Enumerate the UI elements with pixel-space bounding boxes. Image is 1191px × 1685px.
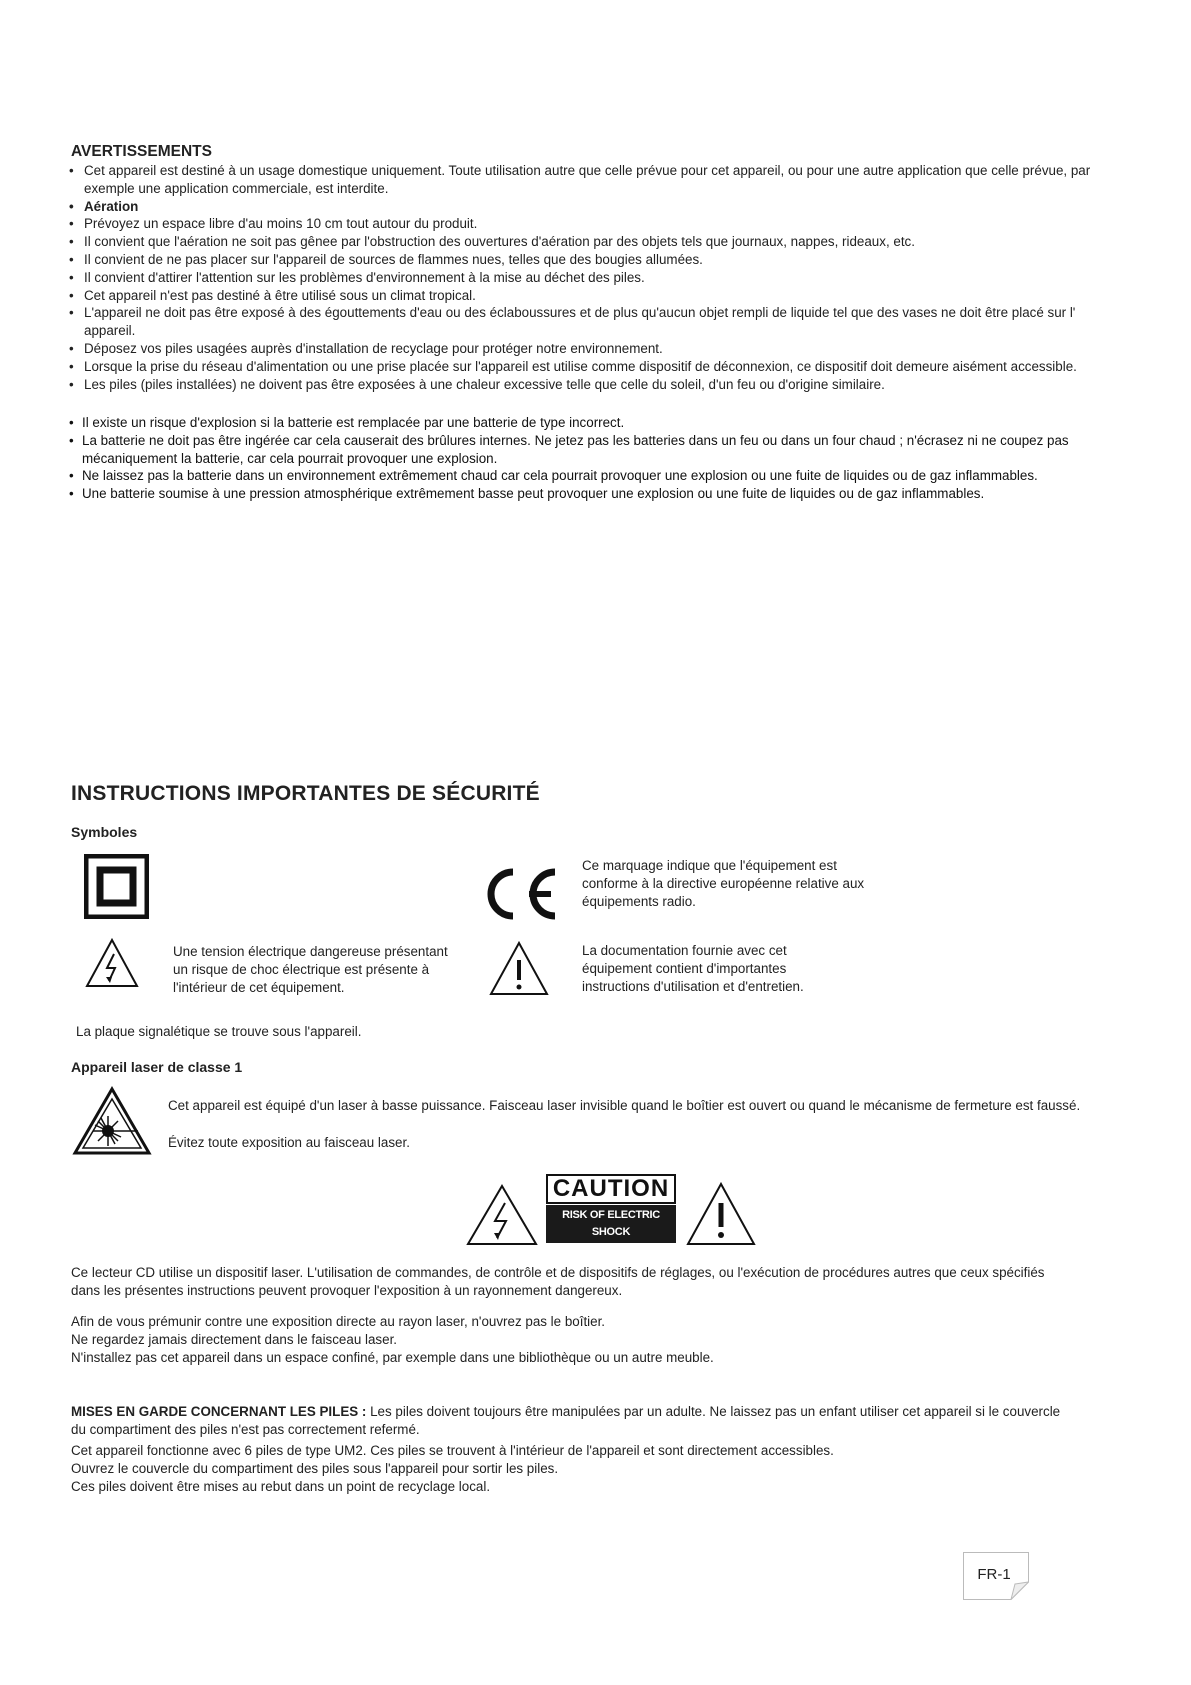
laser-precaution-line: Ne regardez jamais directement dans le faisceau laser. xyxy=(71,1331,398,1347)
ce-mark-icon xyxy=(479,866,559,922)
list-item: • Il convient d'attirer l'attention sur les problèmes d'environnement à la mise au déchet des piles. xyxy=(69,269,1119,287)
electric-shock-warning-icon xyxy=(84,937,140,989)
battery-lines xyxy=(71,1442,1071,1495)
warnings-list xyxy=(69,162,1119,393)
exclamation-warning-icon xyxy=(488,940,550,997)
warnings-title: AVERTISSEMENTS xyxy=(71,143,212,160)
laser-exposure-note: Évitez toute exposition au faisceau laser. xyxy=(168,1135,410,1150)
battery-line: Ces piles doivent être mises au rebut dans un point de recyclage local. xyxy=(71,1478,491,1494)
battery-warnings-list xyxy=(69,414,1129,503)
documentation-description: La documentation fournie avec cet équipement contient d'importantes instructions d'utilisation et d'entretien. xyxy=(582,943,804,994)
list-item: • Les piles (piles installées) ne doivent pas être exposées à une chaleur excessive telle que celle du soleil, d'un feu ou d'origine similaire. xyxy=(69,376,1119,394)
list-item: • Cet appareil est destiné à un usage domestique uniquement. Toute utilisation autre que celle prévue pour cet appareil, ou pour une autre application que celle prévue, par exemple une application commerciale, est interdite. xyxy=(69,162,1119,198)
list-item: • Il convient que l'aération ne soit pas gênee par l'obstruction des ouvertures d'aération par des objets tels que journaux, nappes, rideaux, etc. xyxy=(69,233,1119,251)
page-number-box xyxy=(963,1552,1029,1600)
laser-precautions xyxy=(71,1313,1071,1366)
laser-precaution-line: Afin de vous prémunir contre une exposition directe au rayon laser, n'ouvrez pas le boîtier. xyxy=(71,1314,606,1329)
safety-title: INSTRUCTIONS IMPORTANTES DE SÉCURITÉ xyxy=(71,782,540,805)
caution-box xyxy=(546,1205,676,1255)
list-item: • Ne laissez pas la batterie dans un environnement extrêmement chaud car cela pourrait provoquer une explosion ou une fuite de liquides ou de gaz inflammables. xyxy=(69,467,1129,485)
list-item: • La batterie ne doit pas être ingérée car cela causerait des brûlures internes. Ne jetez pas les batteries dans un feu ou dans un four chaud ; n'écrasez ni ne coupez pas mécaniquement la batterie, car cela pourrait provoquer une explosion. xyxy=(69,432,1129,468)
list-item: • Déposez vos piles usagées auprès d'installation de recyclage pour protéger notre environnement. xyxy=(69,340,1119,358)
list-item: • L'appareil ne doit pas être exposé à des égouttements d'eau ou des éclaboussures et de plus qu'aucun objet rempli de liquide tel que des vases ne doit être placé sur l' appareil. xyxy=(69,304,1119,340)
caution-line-2: DO NOT OPEN xyxy=(574,1243,648,1255)
list-item: • Prévoyez un espace libre d'au moins 10 cm tout autour du produit. xyxy=(69,215,1119,233)
list-item: • Cet appareil n'est pas destiné à être utilisé sous un climat tropical. xyxy=(69,287,1119,305)
list-item: • Il convient de ne pas placer sur l'appareil de sources de flammes nues, telles que des bougies allumées. xyxy=(69,251,1119,269)
exclamation-warning-icon xyxy=(685,1181,757,1247)
list-item: • Lorsque la prise du réseau d'alimentation ou une prise placée sur l'appareil est utilise comme dispositif de déconnexion, ce dispositif doit demeure aisément accessible. xyxy=(69,358,1119,376)
electric-shock-warning-icon xyxy=(465,1183,539,1247)
caution-title: CAUTION xyxy=(546,1174,676,1204)
battery-caution-title: MISES EN GARDE CONCERNANT LES PILES : xyxy=(71,1404,367,1419)
caution-label xyxy=(546,1174,676,1255)
laser-precaution-line: N'installez pas cet appareil dans un espace confiné, par exemple dans une bibliothèque ou un autre meuble. xyxy=(71,1349,714,1365)
cd-laser-paragraph: Ce lecteur CD utilise un dispositif laser. L'utilisation de commandes, de contrôle et de dispositifs de réglages, ou l'exécution de procédures autres que ceux spécifiés dans les présentes instructions peuvent provoquer l'exposition à un rayonnement dangereux. xyxy=(71,1265,1045,1298)
laser-class-title: Appareil laser de classe 1 xyxy=(71,1059,243,1075)
rating-plate-note: La plaque signalétique se trouve sous l'appareil. xyxy=(76,1024,362,1039)
double-insulation-icon xyxy=(84,854,149,919)
battery-line: Ouvrez le couvercle du compartiment des piles sous l'appareil pour sortir les piles. xyxy=(71,1460,559,1476)
laser-description: Cet appareil est équipé d'un laser à basse puissance. Faisceau laser invisible quand le boîtier est ouvert ou quand le mécanisme de fermeture est faussé. xyxy=(168,1098,1081,1113)
caution-line-1: RISK OF ELECTRIC SHOCK xyxy=(562,1209,660,1238)
page-number: FR-1 xyxy=(977,1566,1011,1583)
list-item: • Aération xyxy=(69,198,1119,216)
shock-description: Une tension électrique dangereuse présentant un risque de choc électrique est présente à l'intérieur de cet équipement. xyxy=(173,944,448,995)
battery-line: Cet appareil fonctionne avec 6 piles de type UM2. Ces piles se trouvent à l'intérieur de l'appareil et sont directement accessibles. xyxy=(71,1443,834,1458)
battery-caution-paragraph xyxy=(71,1403,1071,1439)
ce-description: Ce marquage indique que l'équipement est conforme à la directive européenne relative aux équipements radio. xyxy=(582,858,865,909)
list-item: • Il existe un risque d'explosion si la batterie est remplacée par une batterie de type incorrect. xyxy=(69,414,1129,432)
battery-caution-text: Les piles doivent toujours être manipulées par un adulte. Ne laissez pas un enfant utiliser cet appareil si le couvercle du compartiment des piles n'est pas correctement refermé. xyxy=(71,1404,1061,1437)
list-item: • Une batterie soumise à une pression atmosphérique extrêmement basse peut provoquer une explosion ou une fuite de liquides ou de gaz inflammables. xyxy=(69,485,1129,503)
symbols-title: Symboles xyxy=(71,824,138,840)
laser-warning-icon xyxy=(72,1086,152,1156)
